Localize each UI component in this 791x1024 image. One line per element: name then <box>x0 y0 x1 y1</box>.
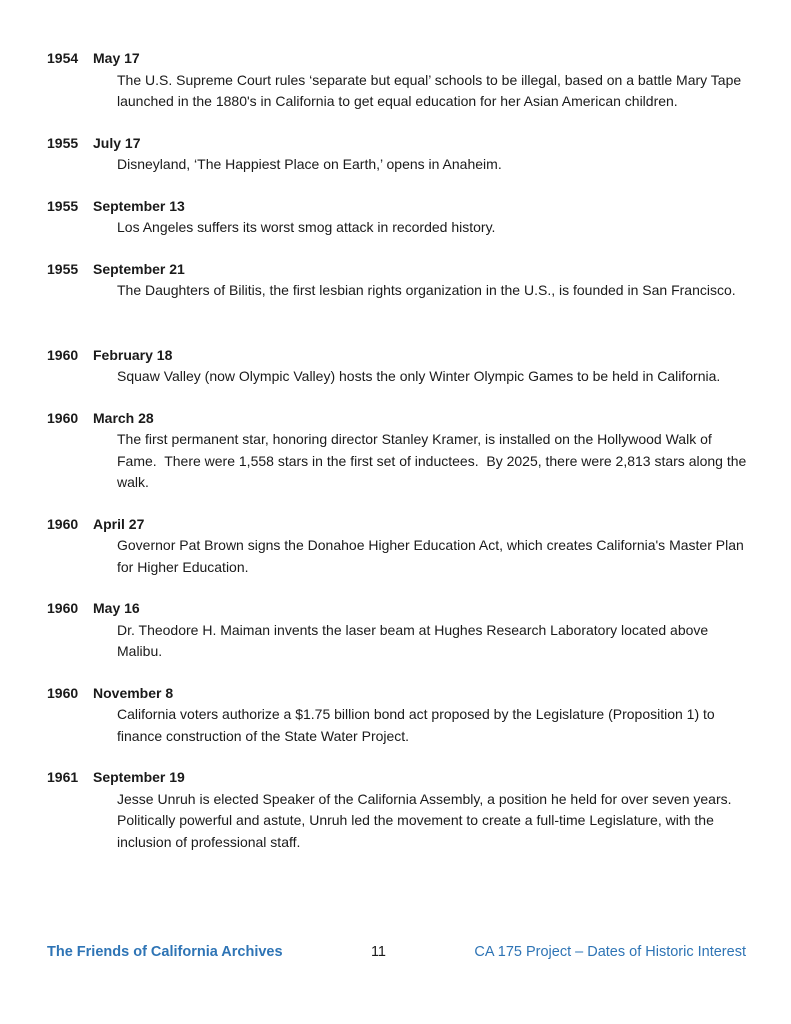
entry-text: The first permanent star, honoring director Stanley Kramer, is installed on the Hollywood Walk of Fame. There were 1,558 stars in the first set of inductees. By 2025, there were 2,813 stars along the walk. <box>117 431 751 490</box>
timeline-entry <box>47 514 746 579</box>
entry-year: 1955 <box>47 134 79 151</box>
entry-date: May 16 <box>93 600 140 616</box>
entry-date: July 17 <box>93 134 141 151</box>
timeline-entry <box>47 683 746 748</box>
entry-text: Governor Pat Brown signs the Donahoe Higher Education Act, which creates California's Master Plan for Higher Education. <box>117 537 748 575</box>
entry-heading <box>47 767 746 789</box>
entry-heading <box>47 345 746 367</box>
entry-date: September 21 <box>93 260 185 277</box>
entry-text: Los Angeles suffers its worst smog attack in recorded history. <box>117 219 496 235</box>
timeline-entry <box>47 598 746 663</box>
entry-date: September 19 <box>93 769 185 785</box>
footer-organization: The Friends of California Archives <box>47 944 283 960</box>
entry-text: Disneyland, ‘The Happiest Place on Earth,’ opens in Anaheim. <box>117 156 502 172</box>
timeline-entry <box>47 133 746 176</box>
entry-text: Squaw Valley (now Olympic Valley) hosts the only Winter Olympic Games to be held in California. <box>117 368 721 384</box>
timeline-entry <box>47 345 746 388</box>
entry-heading <box>47 683 746 705</box>
timeline-entry <box>47 48 746 113</box>
page-footer <box>47 942 746 962</box>
entry-text: California voters authorize a $1.75 billion bond act proposed by the Legislature (Proposition 1) to finance construction of the State Water Project. <box>117 706 719 744</box>
entry-date: April 27 <box>93 515 145 532</box>
footer-page-number: 11 <box>370 944 386 960</box>
entry-text: Dr. Theodore H. Maiman invents the laser beam at Hughes Research Laboratory located above Malibu. <box>117 621 713 659</box>
entry-year: 1955 <box>47 260 79 277</box>
entry-heading <box>47 408 746 430</box>
entry-year: 1960 <box>47 346 79 363</box>
entry-year: 1955 <box>47 197 79 214</box>
entry-date: May 17 <box>93 50 140 66</box>
entry-heading <box>47 259 746 281</box>
entry-text: The Daughters of Bilitis, the first lesbian rights organization in the U.S., is founded in San Francisco. <box>117 282 736 298</box>
entry-date: February 18 <box>93 346 173 363</box>
entry-heading <box>47 514 746 536</box>
entry-year: 1960 <box>47 600 79 616</box>
entry-list <box>47 48 751 853</box>
entry-date: November 8 <box>93 684 174 701</box>
entry-heading <box>47 598 746 620</box>
entry-year: 1961 <box>47 769 79 785</box>
timeline-entry <box>47 767 746 853</box>
entry-text: The U.S. Supreme Court rules ‘separate but equal’ schools to be illegal, based on a battle Mary Tape launched in the 1880's in California to get equal education for her Asian American children. <box>117 71 746 109</box>
entry-year: 1960 <box>47 684 79 701</box>
entry-heading <box>47 196 746 218</box>
timeline-entry <box>47 196 746 239</box>
entry-heading <box>47 133 746 155</box>
entry-heading <box>47 48 746 70</box>
entry-text: Jesse Unruh is elected Speaker of the California Assembly, a position he held for over seven years. Politically powerful and astute, Unruh led the movement to create a full-time Legislature, with the inclusion of professional staff. <box>117 790 740 850</box>
entry-year: 1954 <box>47 50 79 66</box>
entry-year: 1960 <box>47 409 79 426</box>
footer-project-title: CA 175 Project – Dates of Historic Interest <box>474 944 746 960</box>
entry-year: 1960 <box>47 515 79 532</box>
entry-date: March 28 <box>93 409 154 426</box>
timeline-entry <box>47 259 746 302</box>
timeline-entry <box>47 408 751 494</box>
entry-date: September 13 <box>93 197 185 214</box>
